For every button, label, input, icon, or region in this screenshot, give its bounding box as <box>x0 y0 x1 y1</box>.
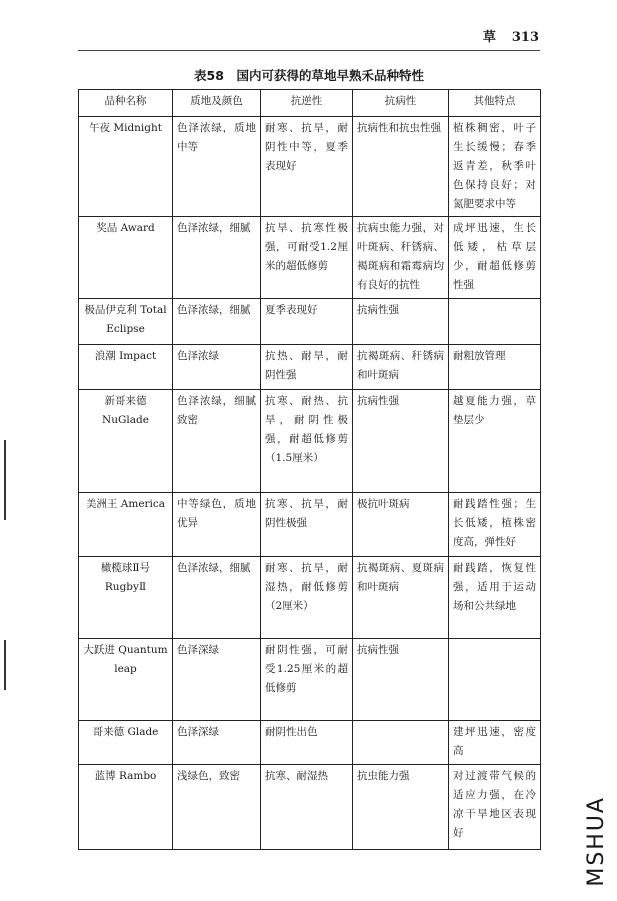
texture-color: 色泽深绿 <box>173 639 261 721</box>
table-row <box>79 765 541 850</box>
table-row <box>79 117 541 217</box>
cultivar-name: 哥来德 Glade <box>79 721 173 765</box>
disease-resistance: 抗病性强 <box>353 299 449 345</box>
texture-color: 色泽深绿 <box>173 721 261 765</box>
other-features: 越夏能力强，草垫层少 <box>449 390 541 493</box>
other-features <box>449 639 541 721</box>
disease-resistance: 抗褐斑病、秆锈病和叶斑病 <box>353 345 449 390</box>
texture-color: 色泽浓绿，细腻致密 <box>173 390 261 493</box>
table-row <box>79 721 541 765</box>
texture-color: 色泽浓绿，细腻 <box>173 217 261 299</box>
column-header: 其他特点 <box>449 90 541 117</box>
texture-color: 色泽浓绿，细腻 <box>173 299 261 345</box>
disease-resistance <box>353 721 449 765</box>
stress-resistance: 耐阴性出色 <box>261 721 353 765</box>
cultivar-name: 奖品 Award <box>79 217 173 299</box>
stress-resistance: 抗寒、耐热、抗旱，耐阴性极强，耐超低修剪（1.5厘米） <box>261 390 353 493</box>
texture-color: 中等绿色，质地优异 <box>173 493 261 557</box>
disease-resistance: 抗病性强 <box>353 639 449 721</box>
cultivar-name: 蓝博 Rambo <box>79 765 173 850</box>
table-row <box>79 639 541 721</box>
page-header <box>78 26 539 46</box>
column-header: 质地及颜色 <box>173 90 261 117</box>
scan-edge-mark <box>4 640 6 690</box>
texture-color: 色泽浓绿，质地中等 <box>173 117 261 217</box>
table-row <box>79 217 541 299</box>
table-row <box>79 493 541 557</box>
disease-resistance: 抗病虫能力强，对叶斑病、秆锈病、褐斑病和霜霉病均有良好的抗性 <box>353 217 449 299</box>
disease-resistance: 抗褐斑病、夏斑病和叶斑病 <box>353 557 449 639</box>
header-rule <box>78 50 540 51</box>
page-number: 313 <box>511 30 539 45</box>
other-features: 建坪迅速，密度高 <box>449 721 541 765</box>
other-features: 耐粗放管理 <box>449 345 541 390</box>
section-label: 草 <box>482 30 496 45</box>
texture-color: 浅绿色，致密 <box>173 765 261 850</box>
disease-resistance: 抗病性和抗虫性强 <box>353 117 449 217</box>
table-header-row <box>79 90 541 117</box>
stress-resistance: 抗寒、抗旱，耐阴性极强 <box>261 493 353 557</box>
other-features: 植株稠密，叶子生长缓慢；春季返青差，秋季叶色保持良好；对氮肥要求中等 <box>449 117 541 217</box>
scan-edge-mark <box>4 440 6 520</box>
cultivar-name: 大跃进 Quantum leap <box>79 639 173 721</box>
column-header: 抗逆性 <box>261 90 353 117</box>
other-features: 耐践踏，恢复性强，适用于运动场和公共绿地 <box>449 557 541 639</box>
stress-resistance: 抗寒、耐湿热 <box>261 765 353 850</box>
cultivar-name: 午夜 Midnight <box>79 117 173 217</box>
cultivar-name: 新哥来德 NuGlade <box>79 390 173 493</box>
other-features: 耐践踏性强；生长低矮，植株密度高，弹性好 <box>449 493 541 557</box>
stress-resistance: 耐寒、抗旱，耐湿热，耐低修剪（2厘米） <box>261 557 353 639</box>
table-title: 表58 国内可获得的草地早熟禾品种特性 <box>194 68 424 83</box>
column-header: 抗病性 <box>353 90 449 117</box>
disease-resistance: 抗虫能力强 <box>353 765 449 850</box>
texture-color: 色泽浓绿，细腻 <box>173 557 261 639</box>
disease-resistance: 抗病性强 <box>353 390 449 493</box>
stress-resistance: 夏季表现好 <box>261 299 353 345</box>
stress-resistance: 抗热、耐旱，耐阴性强 <box>261 345 353 390</box>
other-features: 成坪迅速，生长低矮，枯草层少，耐超低修剪性强 <box>449 217 541 299</box>
cultivar-name: 橄榄球Ⅱ号 RugbyⅡ <box>79 557 173 639</box>
table-row <box>79 390 541 493</box>
table-row <box>79 557 541 639</box>
other-features <box>449 299 541 345</box>
cultivar-name: 美洲王 America <box>79 493 173 557</box>
other-features: 对过渡带气候的适应力强，在冷凉干旱地区表现好 <box>449 765 541 850</box>
watermark: MSHUA <box>584 796 609 887</box>
table-row <box>79 299 541 345</box>
texture-color: 色泽浓绿 <box>173 345 261 390</box>
stress-resistance: 抗旱、抗寒性极强，可耐受1.2厘米的超低修剪 <box>261 217 353 299</box>
table-row <box>79 345 541 390</box>
cultivar-table <box>78 89 541 850</box>
column-header: 品种名称 <box>79 90 173 117</box>
cultivar-name: 浪潮 Impact <box>79 345 173 390</box>
stress-resistance: 耐寒、抗旱，耐阴性中等，夏季表现好 <box>261 117 353 217</box>
cultivar-name: 极品伊克利 Total Eclipse <box>79 299 173 345</box>
stress-resistance: 耐阴性强，可耐受1.25厘米的超低修剪 <box>261 639 353 721</box>
disease-resistance: 极抗叶斑病 <box>353 493 449 557</box>
